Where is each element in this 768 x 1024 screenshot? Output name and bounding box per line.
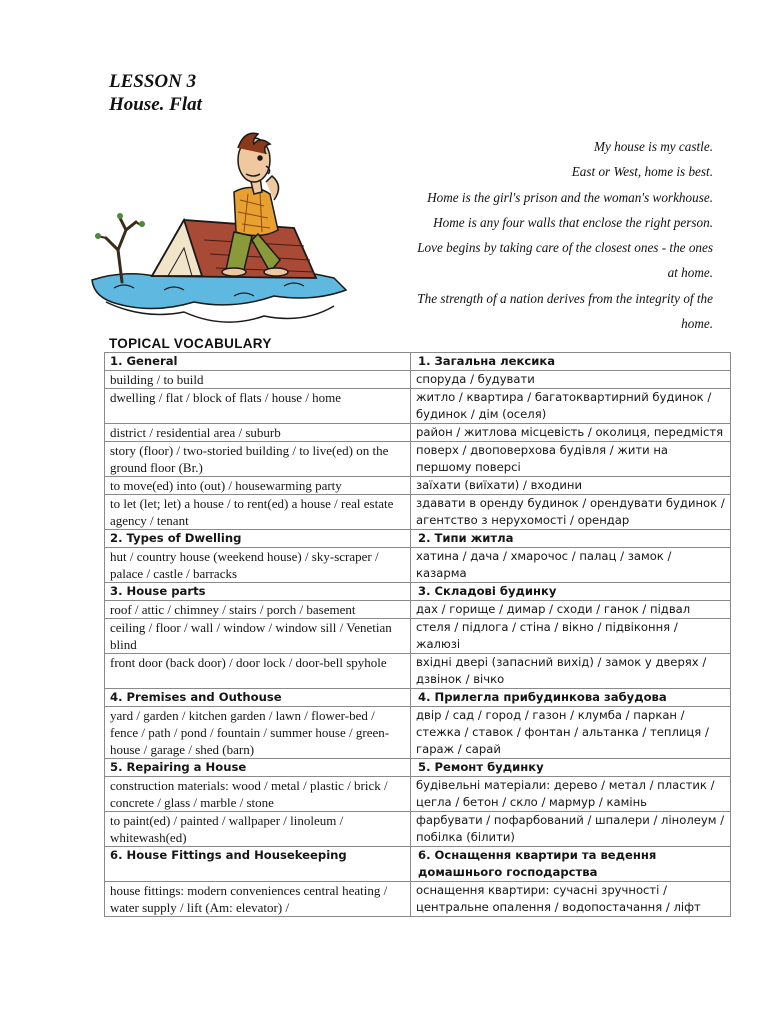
term-uk: заїхати (виїхати) / входини bbox=[411, 477, 731, 495]
quote-line: Home is any four walls that enclose the right person. bbox=[433, 214, 713, 230]
term-uk: здавати в оренду будинок / орендувати будинок / агентство з нерухомості / орендар bbox=[411, 495, 731, 530]
table-row bbox=[105, 548, 731, 583]
section-uk: 1. Загальна лексика bbox=[411, 353, 731, 371]
term-en: roof / attic / chimney / stairs / porch / basement bbox=[105, 601, 411, 619]
table-row bbox=[105, 882, 731, 917]
section-en: 4. Premises and Outhouse bbox=[105, 689, 411, 707]
section-uk: 4. Прилегла прибудинкова забудова bbox=[411, 689, 731, 707]
table-row bbox=[105, 812, 731, 847]
section-en: 6. House Fittings and Housekeeping bbox=[105, 847, 411, 882]
term-uk: двір / сад / город / газон / клумба / паркан / стежка / ставок / фонтан / альтанка / теплиця / гараж / сарай bbox=[411, 707, 731, 759]
term-en: ceiling / floor / wall / window / window sill / Venetian blind bbox=[105, 619, 411, 654]
quotes-block bbox=[352, 134, 713, 336]
term-en: story (floor) / two-storied building / to live(ed) on the ground floor (Br.) bbox=[105, 442, 411, 477]
term-uk: житло / квартира / багатоквартирний будинок / будинок / дім (оселя) bbox=[411, 389, 731, 424]
term-en: yard / garden / kitchen garden / lawn / flower-bed / fence / path / pond / fountain / summer house / green-house / garage / shed (barn) bbox=[105, 707, 411, 759]
term-en: dwelling / flat / block of flats / house / home bbox=[105, 389, 411, 424]
table-row bbox=[105, 654, 731, 689]
quote-line: Home is the girl's prison and the woman's workhouse. bbox=[427, 189, 713, 205]
tree-icon bbox=[95, 213, 145, 282]
term-en: to paint(ed) / painted / wallpaper / linoleum / whitewash(ed) bbox=[105, 812, 411, 847]
section-uk: 2. Типи житла bbox=[411, 530, 731, 548]
term-en: front door (back door) / door lock / door-bell spyhole bbox=[105, 654, 411, 689]
table-section-row bbox=[105, 530, 731, 548]
section-uk: 5. Ремонт будинку bbox=[411, 759, 731, 777]
table-row bbox=[105, 777, 731, 812]
quote-line: East or West, home is best. bbox=[571, 164, 713, 180]
term-en: construction materials: wood / metal / plastic / brick / concrete / glass / marble / stone bbox=[105, 777, 411, 812]
term-uk: споруда / будувати bbox=[411, 371, 731, 389]
term-uk: оснащення квартири: сучасні зручності / центральне опалення / водопостачання / ліфт bbox=[411, 882, 731, 917]
term-uk: будівельні матеріали: дерево / метал / пластик / цегла / бетон / скло / мармур / камінь bbox=[411, 777, 731, 812]
term-uk: вхідні двері (запасний вихід) / замок у дверях / дзвінок / вічко bbox=[411, 654, 731, 689]
lesson-number: LESSON 3 bbox=[109, 71, 197, 92]
term-en: district / residential area / suburb bbox=[105, 424, 411, 442]
lesson-subtitle: House. Flat bbox=[109, 94, 202, 115]
table-section-row bbox=[105, 847, 731, 882]
flooded-house-illustration bbox=[84, 120, 356, 338]
quote-line: home. bbox=[681, 316, 713, 332]
term-uk: дах / горище / димар / сходи / ганок / підвал bbox=[411, 601, 731, 619]
table-section-row bbox=[105, 759, 731, 777]
table-section-row bbox=[105, 353, 731, 371]
term-en: hut / country house (weekend house) / sky-scraper / palace / castle / barracks bbox=[105, 548, 411, 583]
table-row bbox=[105, 601, 731, 619]
vocabulary-table bbox=[104, 352, 731, 917]
term-en: to let (let; let) a house / to rent(ed) a house / real estate agency / tenant bbox=[105, 495, 411, 530]
term-uk: хатина / дача / хмарочос / палац / замок / казарма bbox=[411, 548, 731, 583]
vocabulary-heading: TOPICAL VOCABULARY bbox=[109, 336, 272, 351]
table-row bbox=[105, 495, 731, 530]
section-en: 1. General bbox=[105, 353, 411, 371]
quote-line: Love begins by taking care of the closest ones - the ones bbox=[417, 240, 713, 256]
quote-line: The strength of a nation derives from the integrity of the bbox=[417, 290, 713, 306]
term-en: building / to build bbox=[105, 371, 411, 389]
section-en: 3. House parts bbox=[105, 583, 411, 601]
term-uk: район / житлова місцевість / околиця, передмістя bbox=[411, 424, 731, 442]
term-uk: фарбувати / пофарбований / шпалери / лінолеум / побілка (білити) bbox=[411, 812, 731, 847]
section-en: 5. Repairing a House bbox=[105, 759, 411, 777]
section-uk: 6. Оснащення квартири та ведення домашнього господарства bbox=[411, 847, 731, 882]
table-row bbox=[105, 424, 731, 442]
table-row bbox=[105, 619, 731, 654]
quote-line: at home. bbox=[667, 265, 713, 281]
section-uk: 3. Складові будинку bbox=[411, 583, 731, 601]
term-en: house fittings: modern conveniences central heating / water supply / lift (Am: elevator) / bbox=[105, 882, 411, 917]
term-uk: стеля / підлога / стіна / вікно / підвіконня / жалюзі bbox=[411, 619, 731, 654]
table-row bbox=[105, 371, 731, 389]
table-section-row bbox=[105, 583, 731, 601]
table-row bbox=[105, 442, 731, 477]
lesson-title bbox=[109, 70, 202, 116]
quote-line: My house is my castle. bbox=[593, 139, 713, 154]
table-section-row bbox=[105, 689, 731, 707]
table-row bbox=[105, 477, 731, 495]
term-en: to move(ed) into (out) / housewarming party bbox=[105, 477, 411, 495]
section-en: 2. Types of Dwelling bbox=[105, 530, 411, 548]
table-row bbox=[105, 707, 731, 759]
term-uk: поверх / двоповерхова будівля / жити на першому поверсі bbox=[411, 442, 731, 477]
table-row bbox=[105, 389, 731, 424]
